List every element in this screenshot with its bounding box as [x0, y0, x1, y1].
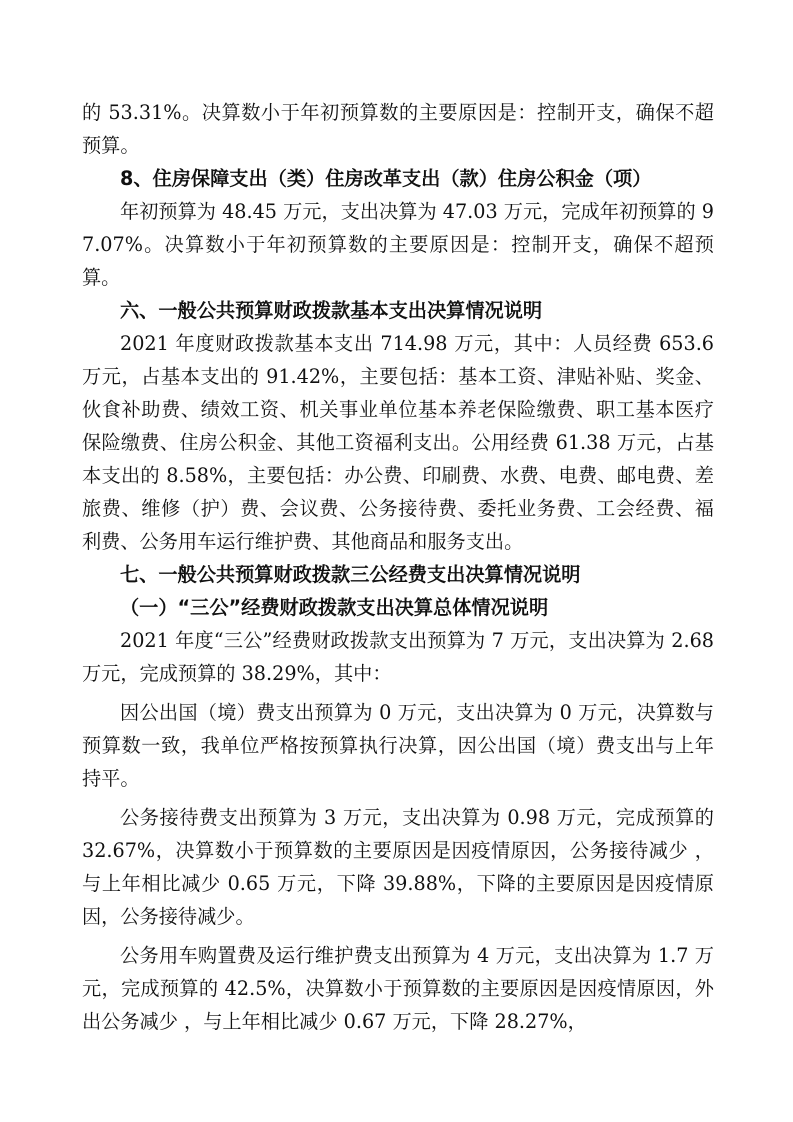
heading-housing-fund: 8、住房保障支出（类）住房改革支出（款）住房公积金（项）	[120, 167, 652, 190]
paragraph-overseas-travel: 因公出国（境）费支出预算为 0 万元，支出决算为 0 万元，决算数与预算数一致，我单位严格按预算执行决算，因公出国（境）费支出与上年持平。	[82, 701, 714, 790]
paragraph-official-vehicles: 公务用车购置费及运行维护费支出预算为 4 万元，支出决算为 1.7 万元，完成预算的 42.5%，决算数小于预算数的主要原因是因疫情原因，外出公务减少 ，与上年相比减少 0.67 万元，下降 28.27%，	[82, 944, 714, 1033]
heading-three-public-overview: （一）“三公”经费财政拨款支出决算总体情况说明	[120, 596, 549, 619]
paragraph-budget-ratio-end: 的 53.31%。决算数小于年初预算数的主要原因是：控制开支，确保不超预算。	[82, 101, 714, 157]
paragraph-basic-expenditure: 2021 年度财政拨款基本支出 714.98 万元，其中：人员经费 653.6 万元，占基本支出的 91.42%，主要包括：基本工资、津贴补贴、奖金、伙食补助费、绩效工资、机关事业单位基本养老保险缴费、职工基本医疗保险缴费、住房公积金、其他工资福利支出。公用经费 61.38 万元，占基本支出的 8.58%，主要包括：办公费、印刷费、水费、电费、邮电费、差旅费、维修（护）费、会议费、公务接待费、委托业务费、工会经费、福利费、公务用车运行维护费、其他商品和服务支出。	[82, 332, 714, 553]
heading-section-six: 六、一般公共预算财政拨款基本支出决算情况说明	[120, 299, 543, 322]
document-page	[82, 96, 714, 1038]
paragraph-three-public-total: 2021 年度“三公”经费财政拨款支出预算为 7 万元，支出决算为 2.68 万元，完成预算的 38.29%，其中：	[82, 629, 714, 685]
paragraph-housing-fund: 年初预算为 48.45 万元，支出决算为 47.03 万元，完成年初预算的 97.07%。决算数小于年初预算数的主要原因是：控制开支，确保不超预算。	[82, 200, 714, 289]
paragraph-official-reception: 公务接待费支出预算为 3 万元，支出决算为 0.98 万元，完成预算的 32.67%，决算数小于预算数的主要原因是因疫情原因，公务接待减少 ，与上年相比减少 0.65 万元，下降 39.88%，下降的主要原因是因疫情原因，公务接待减少。	[82, 806, 714, 928]
heading-section-seven: 七、一般公共预算财政拨款三公经费支出决算情况说明	[120, 563, 581, 586]
